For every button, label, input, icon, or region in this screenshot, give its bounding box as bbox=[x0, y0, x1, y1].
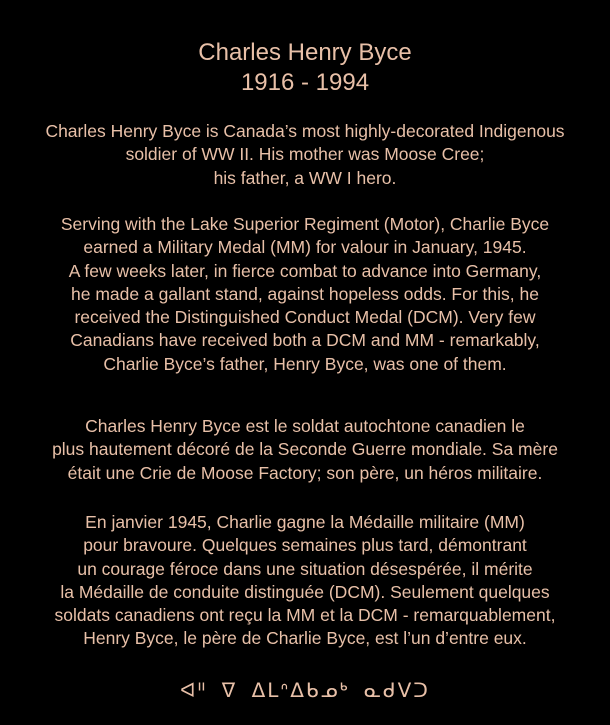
text-line: soldier of WW II. His mother was Moose Cree; bbox=[125, 144, 485, 165]
text-line: Charles Henry Byce est le soldat autochtone canadien le bbox=[85, 416, 525, 436]
text-line: un courage féroce dans une situation désespérée, il mérite bbox=[77, 558, 533, 579]
paragraph-french-service bbox=[0, 511, 610, 651]
text-line: Charlie Byce’s father, Henry Byce, was one of them. bbox=[103, 353, 507, 374]
text-line: Canadians have received both a DCM and MM - remarkably, bbox=[70, 330, 540, 351]
text-line: Serving with the Lake Superior Regiment (Motor), Charlie Byce bbox=[60, 214, 550, 234]
text-line: la Médaille de conduite distinguée (DCM). Seulement quelques bbox=[60, 581, 550, 602]
text-line: plus hautement décoré de la Seconde Guerre mondiale. Sa mère bbox=[52, 439, 558, 460]
text-line: pour bravoure. Quelques semaines plus tard, démontrant bbox=[83, 535, 527, 556]
text-line: he made a gallant stand, against hopeless odds. For this, he bbox=[71, 283, 539, 304]
text-line: En janvier 1945, Charlie gagne la Médaille militaire (MM) bbox=[85, 512, 525, 532]
text-line: received the Distinguished Conduct Medal (DCM). Very few bbox=[74, 307, 536, 328]
text-line: his father, a WW I hero. bbox=[213, 167, 397, 188]
text-line: earned a Military Medal (MM) for valour in January, 1945. bbox=[83, 237, 527, 258]
paragraph-english-intro bbox=[0, 120, 610, 190]
text-line: Henry Byce, le père de Charlie Byce, est l’un d’entre eux. bbox=[83, 628, 527, 649]
text-line: A few weeks later, in fierce combat to advance into Germany, bbox=[68, 260, 542, 281]
cree-syllabics-text: ᐊᐦ ᐁ ᐃᒪᐢᐃᑲᓄᒃ ᓇᑯᐯᑐ bbox=[180, 678, 430, 702]
title-dates: 1916 - 1994 bbox=[240, 69, 370, 96]
paragraph-english-service bbox=[0, 213, 610, 376]
text-line: Charles Henry Byce is Canada’s most highly-decorated Indigenous bbox=[45, 121, 565, 141]
page-title bbox=[0, 38, 610, 98]
title-name: Charles Henry Byce bbox=[198, 39, 412, 66]
paragraph-french-intro bbox=[0, 415, 610, 485]
text-line: était une Crie de Moose Factory; son père, un héros militaire. bbox=[67, 462, 543, 483]
text-line: soldats canadiens ont reçu la MM et la DCM - remarquablement, bbox=[54, 605, 556, 626]
